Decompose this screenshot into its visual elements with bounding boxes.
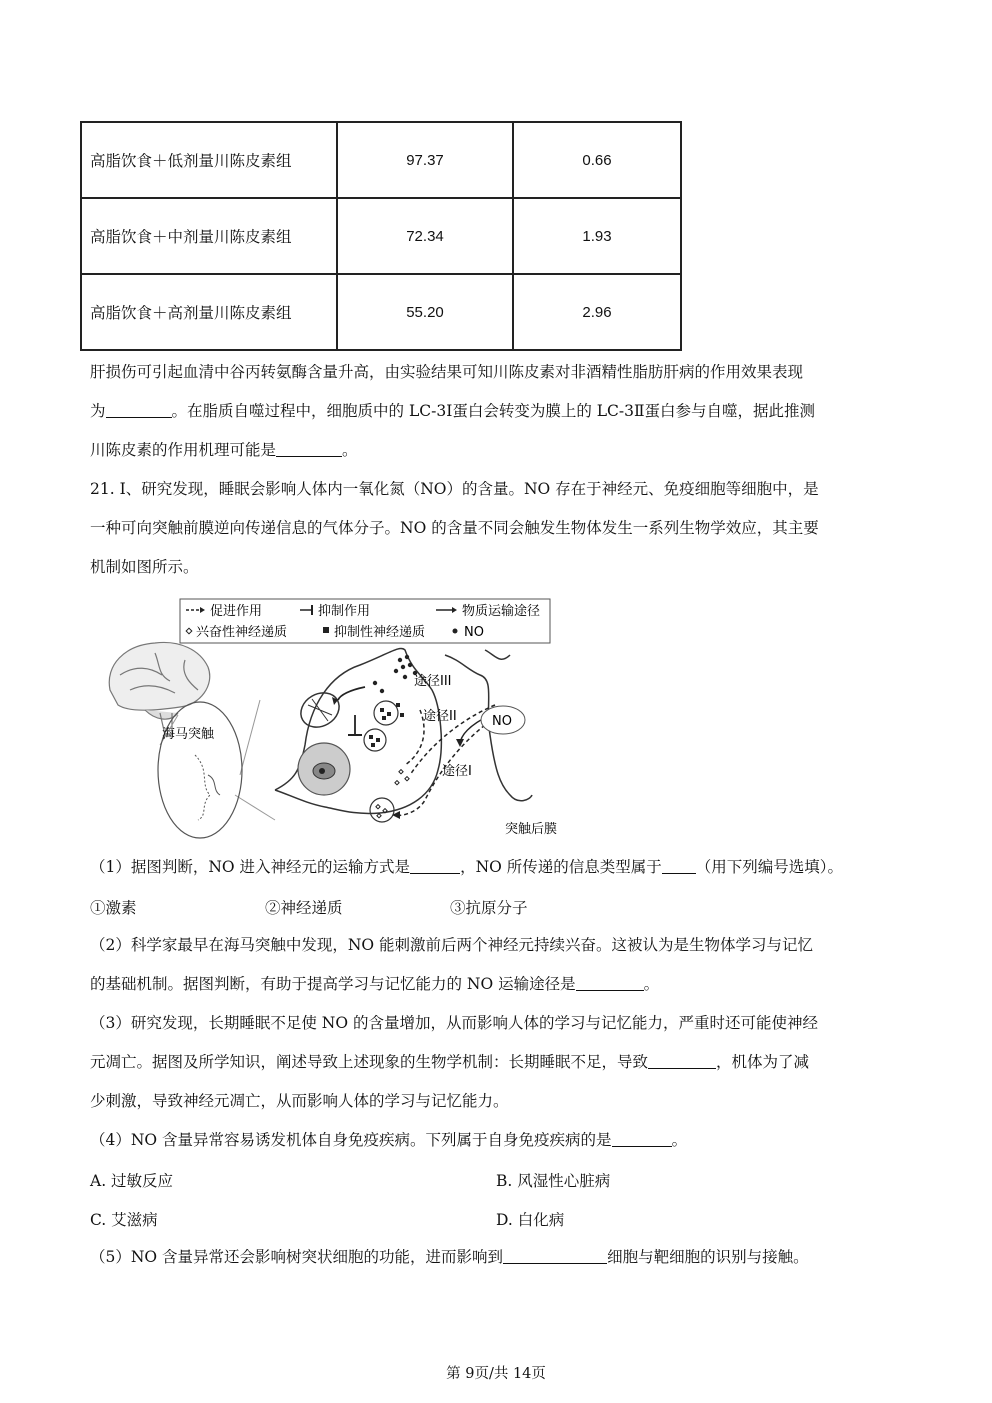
choice-b: B. 风湿性心脏病 — [496, 1172, 611, 1190]
question-1 — [90, 857, 843, 877]
question-21-line: 机制如图所示。 — [90, 558, 199, 576]
no-dot-icon — [453, 629, 458, 634]
question-2-line — [90, 974, 659, 994]
table-cell-group: 高脂饮食＋低剂量川陈皮素组 — [81, 122, 337, 198]
text: （用下列编号选填）。 — [695, 858, 844, 876]
label-hippocampus: 海马突触 — [162, 727, 215, 742]
answer-blank[interactable] — [612, 1130, 672, 1147]
inhibitory-icon — [323, 627, 329, 633]
table-row — [81, 198, 681, 274]
text: 的基础机制。据图判断，有助于提高学习与记忆能力的 NO 运输途径是 — [90, 975, 576, 993]
text: （5）NO 含量异常还会影响树突状细胞的功能，进而影响到 — [90, 1248, 504, 1266]
table-cell-value: 72.34 — [337, 198, 513, 274]
question-2-line: （2）科学家最早在海马突触中发现，NO 能刺激前后两个神经元持续兴奋。这被认为是生物体学习与记忆 — [90, 936, 814, 954]
table-cell-value: 0.66 — [513, 122, 681, 198]
text: ，机体为了减 — [716, 1053, 810, 1071]
no-molecules — [373, 655, 417, 693]
text: 。 — [671, 1131, 688, 1149]
question-3-line — [90, 1052, 809, 1072]
table-cell-group: 高脂饮食＋中剂量川陈皮素组 — [81, 198, 337, 274]
paragraph-line — [90, 440, 358, 460]
paragraph-line — [90, 401, 815, 421]
text: 。在脂质自噬过程中，细胞质中的 LC-3Ⅰ蛋白会转变为膜上的 LC-3Ⅱ蛋白参与自噬，据此推测 — [171, 402, 816, 420]
text: 。 — [342, 441, 358, 459]
text: （1）据图判断，NO 进入神经元的运输方式是 — [90, 858, 411, 876]
question-3-line: （3）研究发现，长期睡眠不足使 NO 的含量增加，从而影响人体的学习与记忆能力，严重时还可能使神经 — [90, 1014, 818, 1032]
label-path-iii: 途径III — [414, 674, 452, 689]
legend-promote: 促进作用 — [210, 604, 263, 619]
text: （4）NO 含量异常容易诱发机体自身免疫疾病。下列属于自身免疫疾病的是 — [90, 1131, 612, 1149]
legend-inhibit: 抑制作用 — [318, 604, 371, 619]
vesicle — [364, 729, 386, 751]
option-3: ③抗原分子 — [450, 899, 528, 917]
table-cell-value: 2.96 — [513, 274, 681, 350]
page-number: 第 9页/共 14页 — [446, 1366, 546, 1382]
choice-a: A. 过敏反应 — [90, 1172, 174, 1190]
question-3-line: 少刺激，导致神经元凋亡，从而影响人体的学习与记忆能力。 — [90, 1092, 509, 1110]
table-cell-group: 高脂饮食＋高剂量川陈皮素组 — [81, 274, 337, 350]
text: ，NO 所传递的信息类型属于 — [460, 858, 662, 876]
table-cell-value: 1.93 — [513, 198, 681, 274]
answer-blank[interactable] — [648, 1052, 716, 1069]
answer-blank[interactable] — [276, 440, 342, 457]
option-1: ①激素 — [90, 899, 137, 917]
label-no: NO — [492, 714, 512, 729]
answer-blank[interactable] — [576, 974, 644, 991]
table-row — [81, 274, 681, 350]
legend-transport: 物质运输途径 — [462, 604, 541, 619]
results-table — [80, 121, 682, 351]
table-row — [81, 122, 681, 198]
choice-d: D. 白化病 — [496, 1211, 565, 1229]
question-21-line: 21. I、研究发现，睡眠会影响人体内一氧化氮（NO）的含量。NO 存在于神经元、免疫细胞等细胞中，是 — [90, 480, 819, 498]
brain-illustration — [109, 642, 210, 735]
hippocampus-zoom-ellipse — [158, 702, 242, 838]
answer-blank[interactable] — [106, 401, 172, 418]
question-21-line: 一种可向突触前膜逆向传递信息的气体分子。NO 的含量不同会触发生物体发生一系列生物学效应，其主要 — [90, 519, 819, 537]
label-postsynaptic: 突触后膜 — [505, 822, 558, 837]
option-2: ②神经递质 — [265, 899, 343, 917]
legend-excitatory: 兴奋性神经递质 — [196, 625, 288, 640]
label-path-i: 途径I — [442, 764, 472, 779]
legend-inhibitory: 抑制性神经递质 — [334, 625, 426, 640]
question-5 — [90, 1247, 809, 1267]
text: 元凋亡。据图及所学知识，阐述导致上述现象的生物学机制：长期睡眠不足，导致 — [90, 1053, 649, 1071]
legend-no: NO — [464, 625, 484, 640]
vesicle — [370, 798, 394, 822]
answer-blank[interactable] — [410, 857, 460, 874]
text: 川陈皮素的作用机理可能是 — [90, 441, 277, 459]
text: 细胞与靶细胞的识别与接触。 — [607, 1248, 809, 1266]
answer-blank[interactable] — [503, 1247, 607, 1264]
text: 为 — [90, 402, 106, 420]
table-cell-value: 55.20 — [337, 274, 513, 350]
label-path-ii: 途径II — [423, 709, 457, 724]
text: 。 — [643, 975, 660, 993]
vesicle — [374, 701, 398, 725]
paragraph-line: 肝损伤可引起血清中谷丙转氨酶含量升高，由实验结果可知川陈皮素对非酒精性脂肪肝病的作用效果表现 — [90, 363, 804, 381]
no-mechanism-figure — [100, 595, 570, 845]
choice-c: C. 艾滋病 — [90, 1211, 158, 1229]
question-4 — [90, 1130, 687, 1150]
table-cell-value: 97.37 — [337, 122, 513, 198]
answer-blank[interactable] — [662, 857, 696, 874]
